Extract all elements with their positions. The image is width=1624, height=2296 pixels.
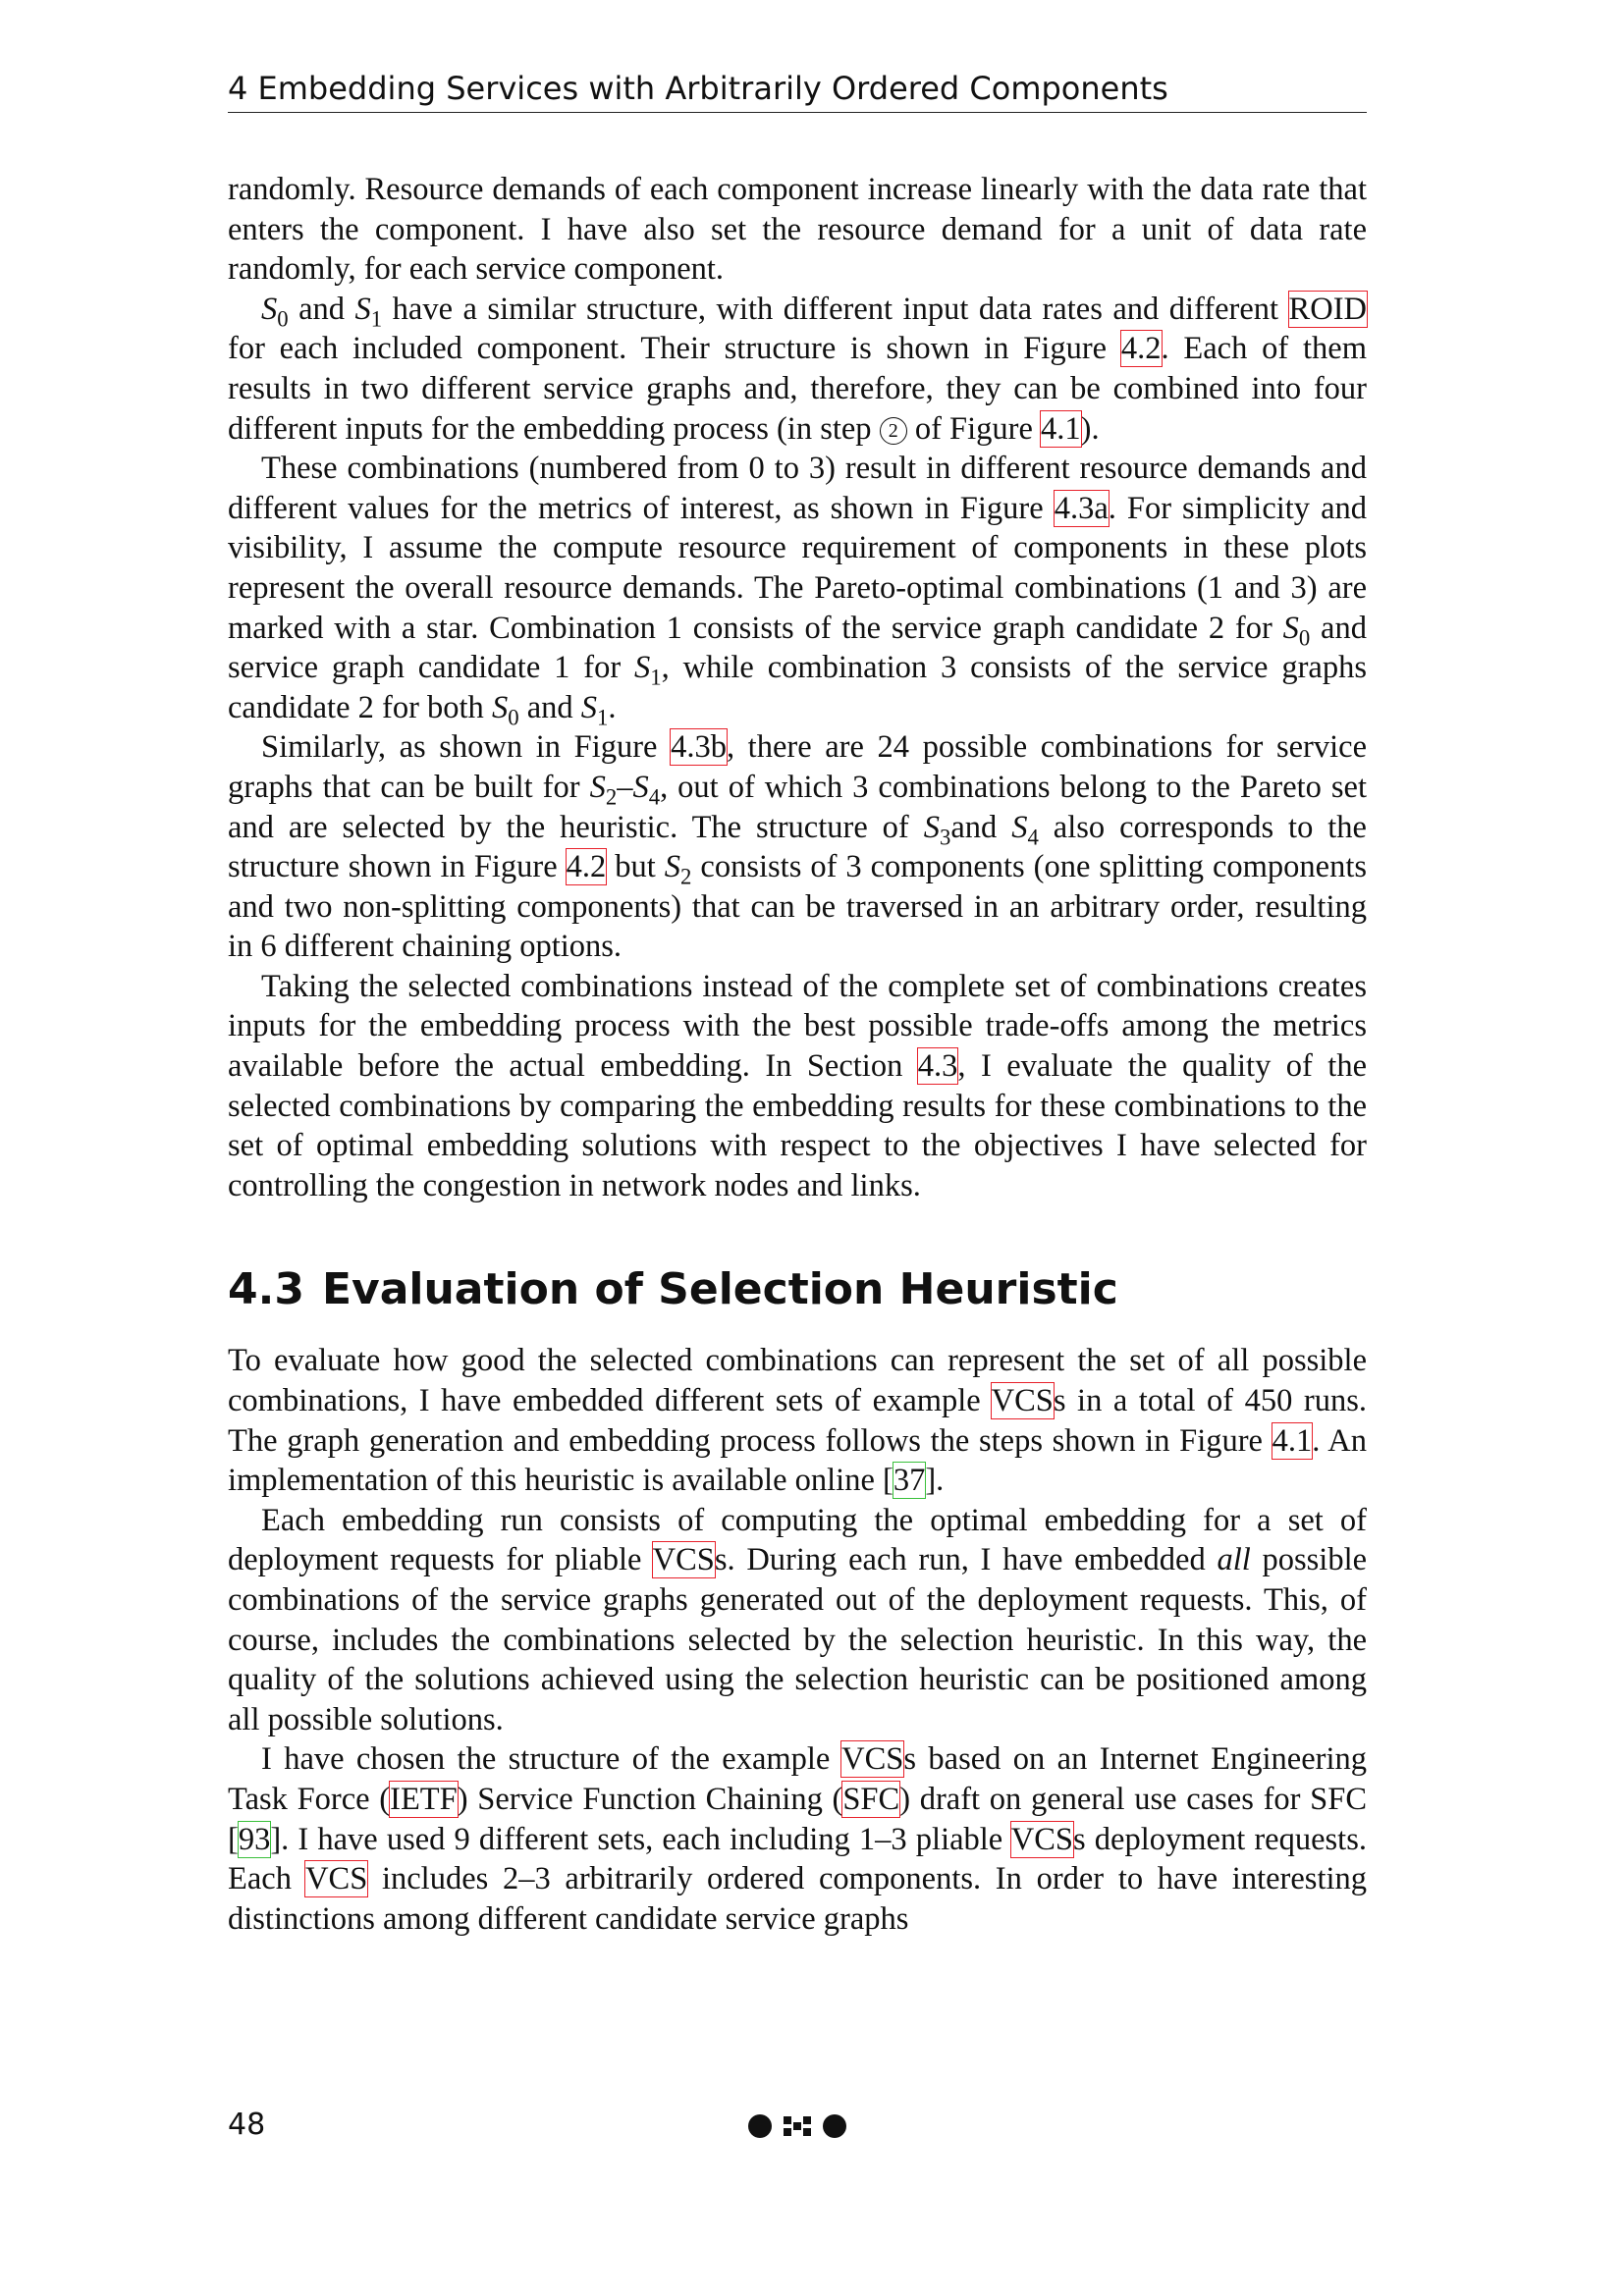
acronym-link-vcs-3[interactable]: VCS xyxy=(841,1741,904,1778)
acronym-link-ietf[interactable]: IETF xyxy=(390,1781,458,1817)
paragraph-taking-selected: Taking the selected combinations instead of the complete set of combinations creates inputs for the embedding process with the best possible trade-offs among the metrics available before the actual embedding. In Section 4.3, I evaluate the quality of the selected combinations by comparing the embedding results for these combinations to the set of optimal embedding solutions with respect to the objectives I have selected for controlling the congestion in network nodes and links. xyxy=(228,968,1367,1203)
math-s0: $S_0$ xyxy=(261,291,289,332)
figure-link-4-1[interactable]: 4.1 xyxy=(1041,410,1081,447)
univ-logo-icon xyxy=(746,2111,848,2141)
math-s1: $S_1$ xyxy=(354,291,383,332)
paragraph-continued: randomly. Resource demands of each component increase linearly with the data rate that enters the component. I have also set the resource demand for a unit of data rate randomly, for each service component. xyxy=(228,172,1367,288)
figure-link-4-2[interactable]: 4.2 xyxy=(1120,331,1162,367)
running-header: 4 Embedding Services with Arbitrarily Ordered Components xyxy=(228,69,1367,113)
document-page xyxy=(228,69,1367,1939)
section-heading xyxy=(228,1262,1367,1317)
figure-link-4-1-second[interactable]: 4.1 xyxy=(1272,1422,1313,1459)
paragraph-s0-s1: $S_0$ and $S_1$ have a similar structure, with different input data rates and different ROID for each included component. Their structure is shown in Figure 4.2. Each of them results in two different service graphs and, therefore, they can be combined into four different inputs for the embedding process (in step 2 of Figure 4.1). xyxy=(228,291,1367,447)
citation-link-37[interactable]: 37 xyxy=(893,1463,926,1499)
section-title-text: Evaluation of Selection Heuristic xyxy=(321,1264,1118,1315)
paragraph-embedding-run: Each embedding run consists of computing the optimal embedding for a set of deployment requests for pliable VCSs. During each run, I have embedded all possible combinations of the service graphs generated out of the deployment requests. This, of course, includes the combinations selected by the selection heuristic. In this way, the quality of the solutions achieved using the selection heuristic can be positioned among all possible solutions. xyxy=(228,1502,1368,1737)
section-link-4-3[interactable]: 4.3 xyxy=(917,1048,958,1085)
acronym-link-roid[interactable]: ROID xyxy=(1288,291,1367,327)
acronym-link-vcs-4[interactable]: VCS xyxy=(1010,1821,1074,1857)
acronym-link-sfc[interactable]: SFC xyxy=(842,1781,900,1817)
section-number: 4.3 xyxy=(228,1264,304,1315)
circled-step-number: 2 xyxy=(880,417,907,445)
figure-link-4-3a[interactable]: 4.3a xyxy=(1054,490,1109,526)
figure-link-4-3b[interactable]: 4.3b xyxy=(671,729,727,766)
acronym-link-vcs-5[interactable]: VCS xyxy=(305,1861,368,1897)
paragraph-combinations: These combinations (numbered from 0 to 3) result in different resource demands and different values for the metrics of interest, as shown in Figure 4.3a. For simplicity and visibility, I assume the compute resource requirement of components in these plots represent the overall resource demands. The Pareto-optimal combinations (1 and 3) are marked with a star. Combination 1 consists of the service graph candidate 2 for $S_0$ and service graph candidate 1 for $S_1$, while combination 3 consists of the service graphs candidate 2 for both $S_0$ and $S_1$. xyxy=(228,451,1367,730)
paragraph-evaluate: To evaluate how good the selected combinations can represent the set of all possible combinations, I have embedded different sets of example VCSs in a total of 450 runs. The graph generation and embedding process follows the steps shown in Figure 4.1. An implementation of this heuristic is available online [37]. xyxy=(228,1343,1367,1499)
figure-link-4-2-second[interactable]: 4.2 xyxy=(566,849,607,885)
page-number: 48 xyxy=(228,2108,266,2142)
page-footer xyxy=(228,2106,1367,2145)
citation-link-93[interactable]: 93 xyxy=(238,1821,271,1857)
paragraph-similarly: Similarly, as shown in Figure 4.3b, there are 24 possible combinations for service graphs that can be built for $S_2-S_4$, out of which 3 combinations belong to the Pareto set and are selected by the heuristic. The structure of $S_3and$ $S_4$ also corresponds to the structure shown in Figure 4.2 but $S_2$ consists of 3 components (one splitting components and two non-splitting components) that can be traversed in an arbitrary order, resulting in 6 different chaining options. xyxy=(228,729,1368,965)
paragraph-structure-choice: I have chosen the structure of the example VCSs based on an Internet Engineering Task Force (IETF) Service Function Chaining (SFC) draft on general use cases for SFC [93]. I have used 9 different sets, each including 1–3 pliable VCSs deployment requests. Each VCS includes 2–3 arbitrarily ordered components. In order to have interesting distinctions among different candidate service graphs xyxy=(228,1741,1367,1937)
body-text xyxy=(228,170,1367,1939)
acronym-link-vcs[interactable]: VCS xyxy=(991,1383,1054,1419)
acronym-link-vcs-2[interactable]: VCS xyxy=(652,1542,715,1578)
